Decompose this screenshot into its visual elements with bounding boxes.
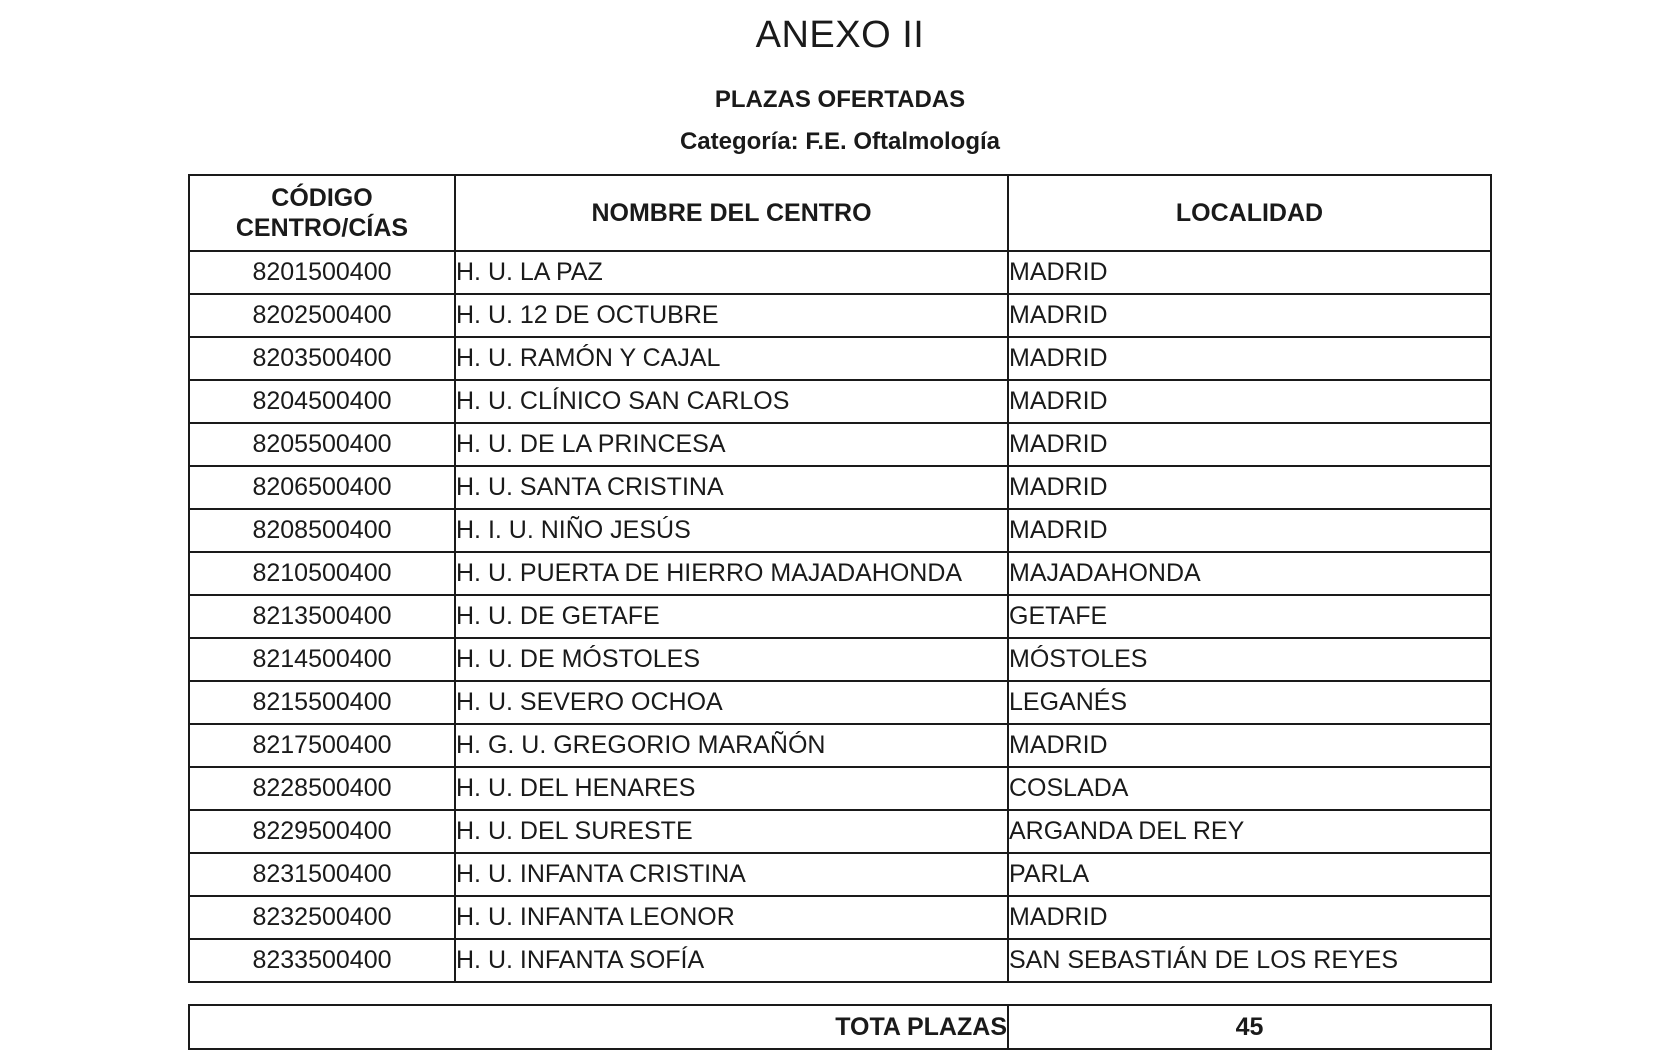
center-name-cell: H. U. DE LA PRINCESA — [455, 423, 1008, 466]
center-code-cell: 8204500400 — [189, 380, 455, 423]
locality-cell: COSLADA — [1008, 767, 1491, 810]
column-header-code-line1: CÓDIGO — [271, 184, 373, 212]
center-code-cell: 8201500400 — [189, 251, 455, 294]
locality-cell: MADRID — [1008, 294, 1491, 337]
center-name-cell: H. G. U. GREGORIO MARAÑÓN — [455, 724, 1008, 767]
center-code-cell: 8228500400 — [189, 767, 455, 810]
locality-cell: ARGANDA DEL REY — [1008, 810, 1491, 853]
locality-cell: LEGANÉS — [1008, 681, 1491, 724]
locality-cell: MADRID — [1008, 896, 1491, 939]
table-row — [189, 724, 1491, 767]
table-row — [189, 896, 1491, 939]
center-code-cell: 8233500400 — [189, 939, 455, 982]
category-label: Categoría: F.E. Oftalmología — [679, 128, 1001, 155]
center-code-cell: 8231500400 — [189, 853, 455, 896]
table-row — [189, 681, 1491, 724]
locality-cell: MADRID — [1008, 509, 1491, 552]
center-name-cell: H. U. 12 DE OCTUBRE — [455, 294, 1008, 337]
center-name-cell: H. U. INFANTA SOFÍA — [455, 939, 1008, 982]
locality-cell: MADRID — [1008, 423, 1491, 466]
table-row — [189, 939, 1491, 982]
table-row — [189, 294, 1491, 337]
total-table — [188, 1004, 1492, 1050]
center-code-cell: 8210500400 — [189, 552, 455, 595]
column-header-code — [189, 175, 455, 251]
table-header-row — [189, 175, 1491, 251]
center-code-cell: 8214500400 — [189, 638, 455, 681]
center-code-cell: 8232500400 — [189, 896, 455, 939]
table-row — [189, 638, 1491, 681]
center-name-cell: H. U. PUERTA DE HIERRO MAJADAHONDA — [455, 552, 1008, 595]
table-row — [189, 466, 1491, 509]
locality-cell: PARLA — [1008, 853, 1491, 896]
center-code-cell: 8217500400 — [189, 724, 455, 767]
locality-cell: MADRID — [1008, 337, 1491, 380]
locality-cell: MADRID — [1008, 251, 1491, 294]
center-name-cell: H. U. SANTA CRISTINA — [455, 466, 1008, 509]
center-code-cell: 8229500400 — [189, 810, 455, 853]
center-name-cell: H. U. INFANTA CRISTINA — [455, 853, 1008, 896]
center-name-cell: H. U. DE MÓSTOLES — [455, 638, 1008, 681]
center-code-cell: 8206500400 — [189, 466, 455, 509]
center-name-cell: H. U. SEVERO OCHOA — [455, 681, 1008, 724]
total-label: TOTA PLAZAS — [189, 1005, 1008, 1049]
center-code-cell: 8215500400 — [189, 681, 455, 724]
page-subtitle: PLAZAS OFERTADAS — [714, 86, 966, 113]
table-row — [189, 337, 1491, 380]
table-row — [189, 853, 1491, 896]
locality-cell: GETAFE — [1008, 595, 1491, 638]
centers-table — [188, 174, 1492, 983]
table-row — [189, 767, 1491, 810]
column-header-code-line2: CENTRO/CÍAS — [235, 214, 409, 242]
total-row — [189, 1005, 1491, 1049]
table-row — [189, 552, 1491, 595]
locality-cell: MADRID — [1008, 380, 1491, 423]
locality-cell: MÓSTOLES — [1008, 638, 1491, 681]
center-name-cell: H. U. CLÍNICO SAN CARLOS — [455, 380, 1008, 423]
table-row — [189, 380, 1491, 423]
page-title: ANEXO II — [755, 14, 925, 56]
locality-cell: MADRID — [1008, 724, 1491, 767]
center-name-cell: H. U. INFANTA LEONOR — [455, 896, 1008, 939]
table-row — [189, 509, 1491, 552]
center-code-cell: 8202500400 — [189, 294, 455, 337]
locality-cell: MAJADAHONDA — [1008, 552, 1491, 595]
center-name-cell: H. U. LA PAZ — [455, 251, 1008, 294]
center-code-cell: 8208500400 — [189, 509, 455, 552]
locality-cell: MADRID — [1008, 466, 1491, 509]
center-code-cell: 8213500400 — [189, 595, 455, 638]
total-value: 45 — [1008, 1005, 1491, 1049]
table-row — [189, 423, 1491, 466]
table-row — [189, 595, 1491, 638]
center-code-cell: 8203500400 — [189, 337, 455, 380]
column-header-locality: LOCALIDAD — [1008, 175, 1491, 251]
table-row — [189, 251, 1491, 294]
center-code-cell: 8205500400 — [189, 423, 455, 466]
table-row — [189, 810, 1491, 853]
center-name-cell: H. U. DEL HENARES — [455, 767, 1008, 810]
center-name-cell: H. I. U. NIÑO JESÚS — [455, 509, 1008, 552]
locality-cell: SAN SEBASTIÁN DE LOS REYES — [1008, 939, 1491, 982]
center-name-cell: H. U. RAMÓN Y CAJAL — [455, 337, 1008, 380]
column-header-name: NOMBRE DEL CENTRO — [455, 175, 1008, 251]
center-name-cell: H. U. DEL SURESTE — [455, 810, 1008, 853]
center-name-cell: H. U. DE GETAFE — [455, 595, 1008, 638]
